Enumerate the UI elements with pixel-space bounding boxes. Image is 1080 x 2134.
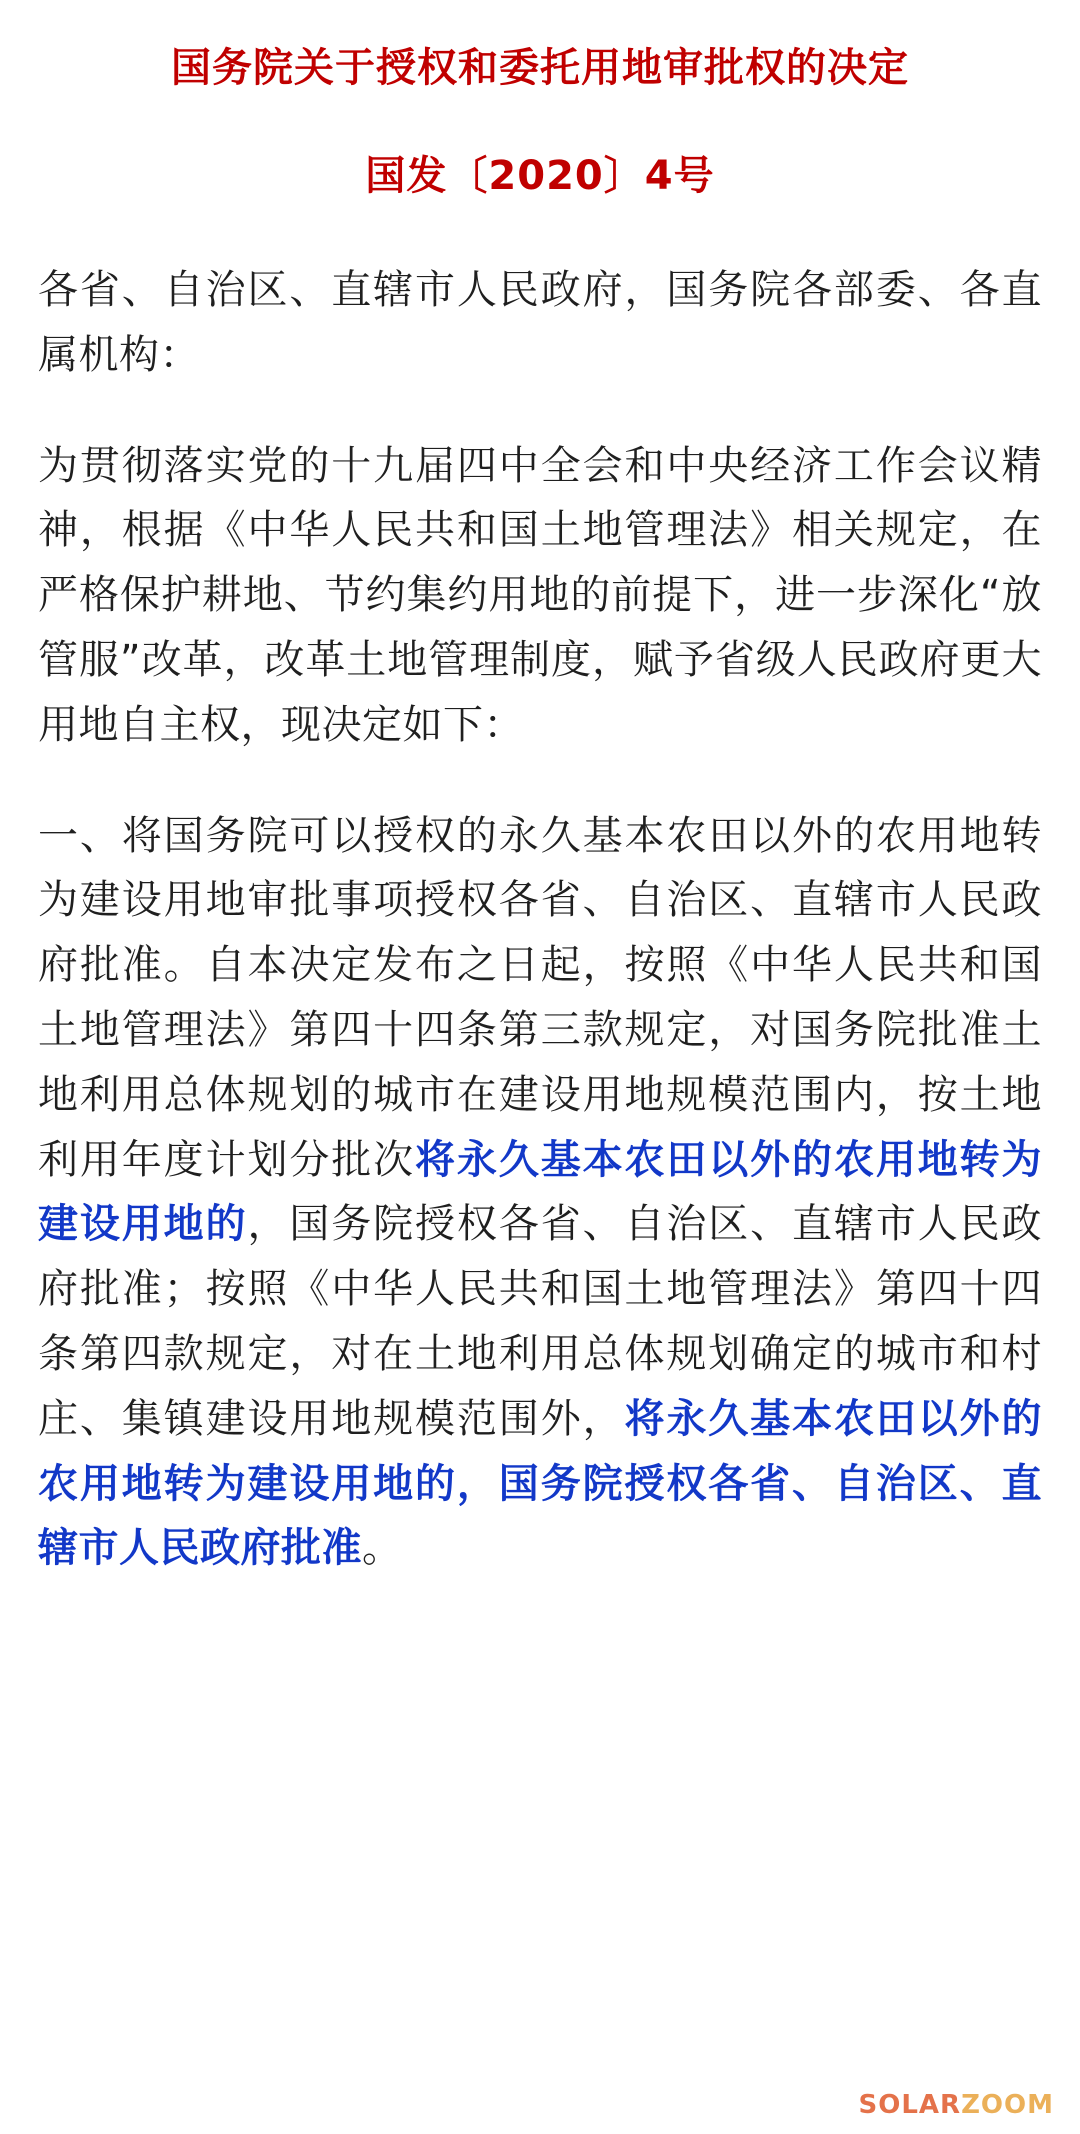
article-one-highlight-1: 将永久基本农田以外的农用地转为建设用地的 (38, 1136, 1043, 1248)
article-one-text-part-2: ，国务院授权各省、自治区、直辖市人民政府批准；按照《中华人民共和国土地管理法》第四十四条第四款规定，对在土地利用总体规划确定的城市和村庄、集镇建设用地规模范围外， (38, 1201, 1043, 1442)
document-number: 国发〔2020〕4号 (365, 153, 715, 199)
watermark-accent: ZOOM (961, 2090, 1054, 2120)
watermark-main: SOLAR (858, 2090, 962, 2120)
watermark (859, 2090, 1054, 2120)
document-title: 国务院关于授权和委托用地审批权的决定 (171, 45, 909, 91)
article-one-highlight-2: 将永久基本农田以外的农用地转为建设用地的，国务院授权各省、自治区、直辖市人民政府批准 (38, 1395, 1043, 1572)
article-one-text-part-1: 一、将国务院可以授权的永久基本农田以外的农用地转为建设用地审批事项授权各省、自治区、直辖市人民政府批准。自本决定发布之日起，按照《中华人民共和国土地管理法》第四十四条第三款规定，对国务院批准土地利用总体规划的城市在建设用地规模范围内，按土地利用年度计划分批次 (38, 812, 1042, 1183)
article-one-text-part-3: 。 (362, 1525, 403, 1572)
paragraph-preamble: 为贯彻落实党的十九届四中全会和中央经济工作会议精神，根据《中华人民共和国土地管理法》相关规定，在严格保护耕地、节约集约用地的前提下，进一步深化“放管服”改革，改革土地管理制度，赋予省级人民政府更大用地自主权，现决定如下： (38, 442, 1042, 748)
paragraph-addressee: 各省、自治区、直辖市人民政府，国务院各部委、各直属机构： (38, 267, 1042, 378)
paragraph-article-one (38, 804, 1042, 1582)
